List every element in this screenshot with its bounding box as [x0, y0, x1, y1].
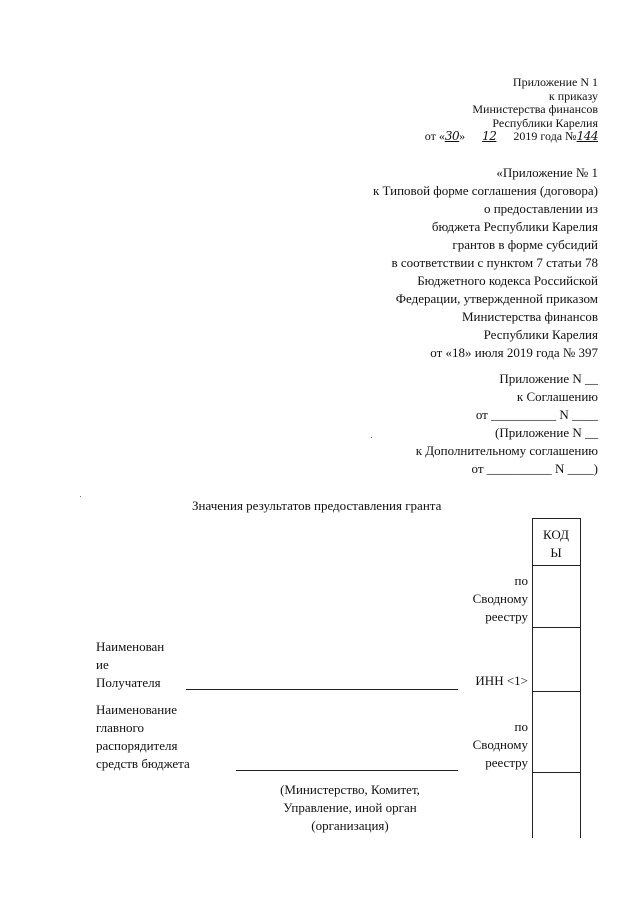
svod2-line: реестру: [485, 755, 528, 770]
header1-line3: Министерства финансов: [472, 102, 598, 116]
date-day-handwritten: 30: [444, 129, 460, 143]
header3-line: Приложение N __: [499, 371, 598, 386]
org-caption-line: Управление, иной орган: [283, 800, 417, 815]
header1-line2: к приказу: [548, 88, 598, 103]
date-month-handwritten: 12: [482, 129, 497, 143]
header3-line: к Дополнительному соглашению: [415, 443, 598, 458]
scan-speck: [371, 437, 372, 438]
chief-manager-label-line: главного: [96, 720, 145, 735]
recipient-label-line: Получателя: [96, 675, 161, 690]
chief-manager-field-line: [236, 770, 458, 771]
codes-row-divider: [532, 772, 580, 773]
codes-top-border: [532, 518, 580, 519]
header2-line: Федерации, утвержденной приказом: [395, 291, 598, 306]
chief-manager-label-line: Наименование: [96, 702, 177, 717]
codes-row-divider: [532, 565, 580, 566]
header2-line: от «18» июля 2019 года № 397: [430, 345, 598, 360]
header3-line: от __________ N ____): [471, 461, 598, 476]
inn-label: ИНН <1>: [475, 673, 528, 688]
chief-manager-label-line: распорядителя: [96, 738, 178, 753]
organization-caption: [250, 781, 450, 835]
recipient-name-label: [96, 638, 164, 692]
svod1-line: Сводному: [472, 591, 528, 606]
header2-line: к Типовой форме соглашения (договора): [372, 183, 598, 198]
header3-line: от __________ N ____: [475, 407, 598, 422]
header3-line: (Приложение N __: [495, 425, 598, 440]
page-title: Значения результатов предоставления гранта: [192, 498, 442, 513]
codes-header-line1: КОД: [543, 527, 569, 542]
codes-row-divider: [532, 627, 580, 628]
chief-manager-label: [96, 701, 190, 773]
header2-line: о предоставлении из: [483, 201, 598, 216]
order-number-handwritten: 144: [576, 129, 598, 143]
codes-header-line2: Ы: [550, 545, 562, 560]
codes-header: [532, 526, 580, 562]
svod2-line: Сводному: [472, 737, 528, 752]
scan-speck: [80, 496, 81, 497]
header1-date-line: [425, 130, 598, 144]
header1-line4: Республики Карелия: [492, 115, 598, 130]
header2-line: Министерства финансов: [461, 309, 598, 324]
date-prefix: от «: [424, 129, 445, 143]
org-caption-line: (организация): [311, 818, 389, 833]
header2-line: грантов в форме субсидий: [452, 237, 598, 252]
header2-line: Бюджетного кодекса Российской: [417, 273, 598, 288]
header3-line: к Соглашению: [516, 389, 598, 404]
recipient-label-line: ие: [96, 657, 109, 672]
svod2-line: по: [514, 719, 528, 734]
chief-manager-label-line: средств бюджета: [96, 756, 190, 771]
header2-line: в соответствии с пунктом 7 статьи 78: [391, 255, 598, 270]
svod1-line: реестру: [485, 609, 528, 624]
codes-column-left-border: [532, 518, 533, 838]
date-suffix: 2019 года №: [513, 129, 577, 143]
codes-row-divider: [532, 691, 580, 692]
codes-column-right-border: [580, 518, 581, 838]
header2-line: Республики Карелия: [483, 327, 598, 342]
org-caption-line: (Министерство, Комитет,: [280, 782, 420, 797]
svod-registry-label-1: [473, 572, 528, 626]
typical-form-appendix-header: [373, 164, 598, 362]
header1-line1: Приложение N 1: [512, 75, 598, 89]
header2-line: бюджета Республики Карелия: [431, 219, 598, 234]
svod1-line: по: [514, 573, 528, 588]
svod-registry-label-2: [473, 718, 528, 772]
order-appendix-header: [425, 76, 598, 144]
header2-line: «Приложение № 1: [496, 165, 598, 180]
agreement-appendix-header: [416, 370, 598, 478]
recipient-name-field-line: [186, 689, 458, 690]
date-mid: »: [459, 129, 466, 143]
recipient-label-line: Наименован: [96, 639, 165, 654]
